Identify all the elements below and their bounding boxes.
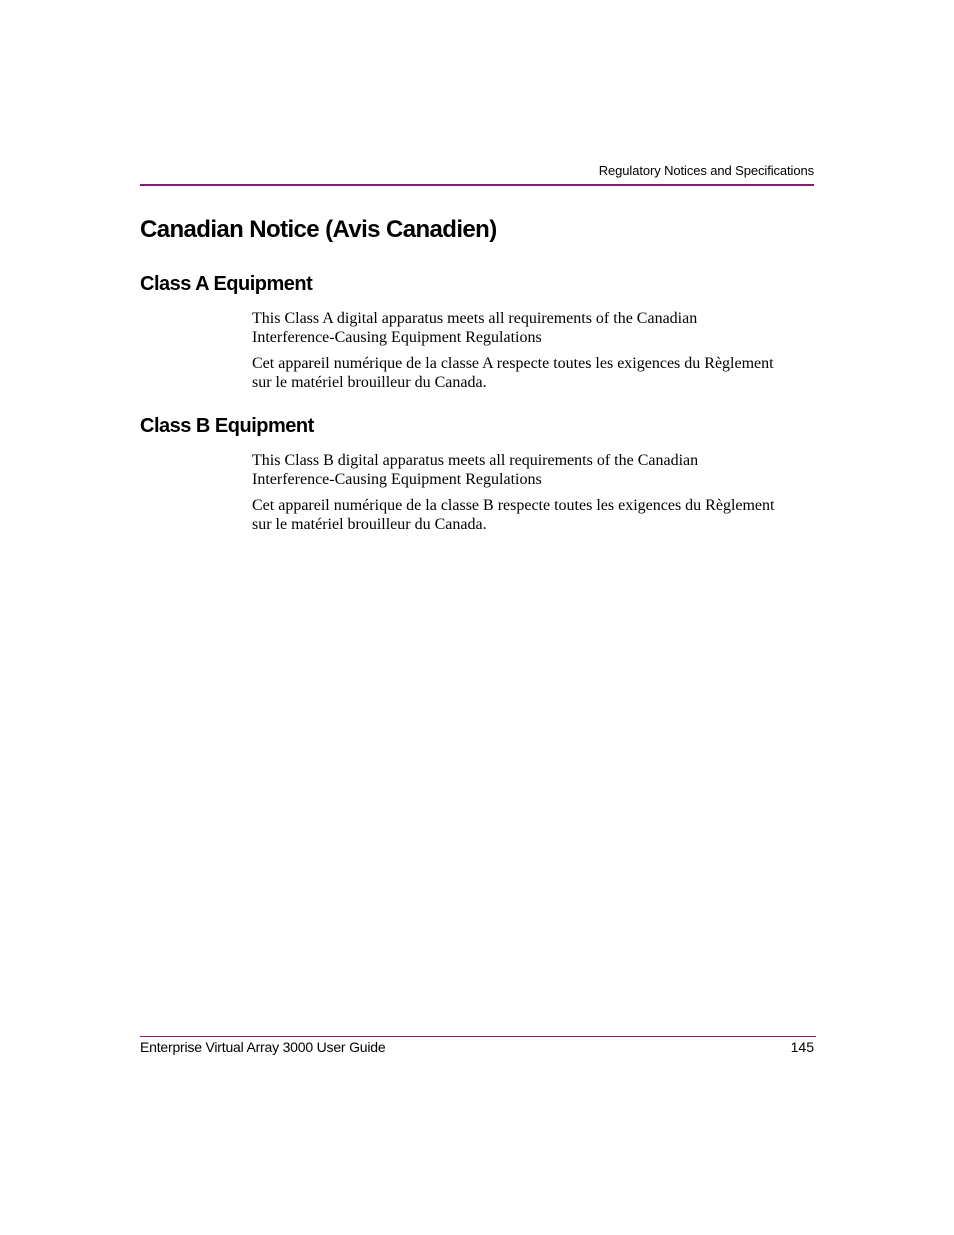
running-header: Regulatory Notices and Specifications xyxy=(598,163,814,178)
paragraph-line: sur le matériel brouilleur du Canada. xyxy=(252,374,487,391)
section-heading-class-b: Class B Equipment xyxy=(140,415,314,437)
paragraph-class-a-english xyxy=(252,309,822,347)
paragraph-class-b-french xyxy=(252,496,822,534)
page-number: 145 xyxy=(790,1039,814,1055)
page-title: Canadian Notice (Avis Canadien) xyxy=(140,216,497,243)
paragraph-line: Cet appareil numérique de la classe A respecte toutes les exigences du Règlement xyxy=(252,355,774,372)
header-rule xyxy=(140,184,814,186)
paragraph-line: Cet appareil numérique de la classe B respecte toutes les exigences du Règlement xyxy=(252,497,775,514)
paragraph-class-b-english xyxy=(252,451,822,489)
footer-document-title: Enterprise Virtual Array 3000 User Guide xyxy=(140,1039,386,1055)
paragraph-line: Interference-Causing Equipment Regulations xyxy=(252,471,542,488)
paragraph-line: This Class A digital apparatus meets all requirements of the Canadian xyxy=(252,310,698,327)
section-heading-class-a: Class A Equipment xyxy=(140,273,313,295)
footer-rule xyxy=(140,1036,816,1037)
paragraph-class-a-french xyxy=(252,354,822,392)
paragraph-line: sur le matériel brouilleur du Canada. xyxy=(252,516,487,533)
paragraph-line: Interference-Causing Equipment Regulations xyxy=(252,329,542,346)
paragraph-line: This Class B digital apparatus meets all requirements of the Canadian xyxy=(252,452,699,469)
